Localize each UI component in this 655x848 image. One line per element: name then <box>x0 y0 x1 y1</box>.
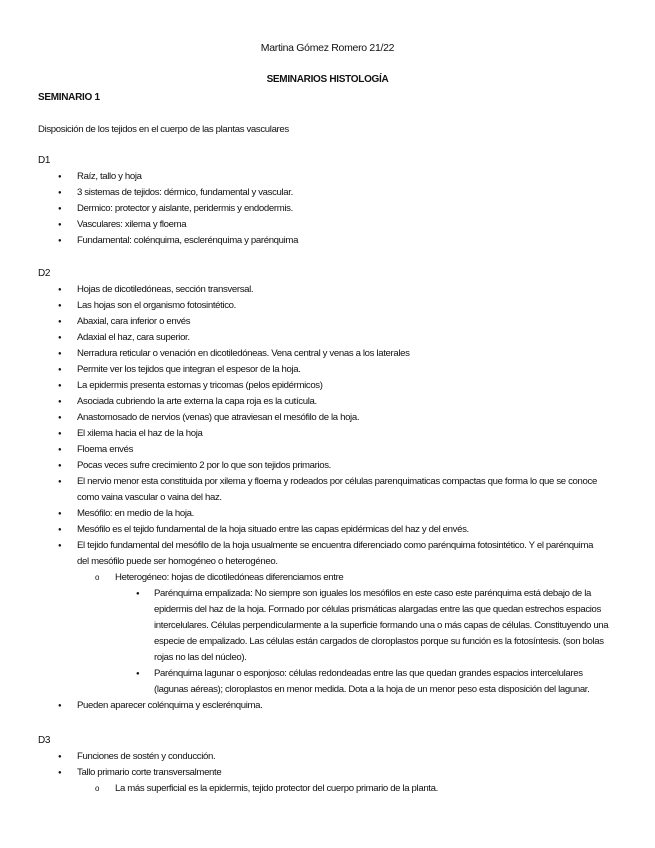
sub-sub-list-item: ● Parénquima lagunar o esponjoso: células redondeadas entre las que quedan grandes espacios intercelulares (lagunas aéreas); cloroplastos en menor medida. Dota a la hoja de un menor peso esta disposición del lagunar. <box>115 666 612 698</box>
section-label-d2: D2 <box>38 268 51 279</box>
section-label-d3: D3 <box>38 735 51 746</box>
list-item: ● Mesófilo es el tejido fundamental de la hoja situado entre las capas epidérmicas del haz y del envés. <box>0 522 597 538</box>
list-item: ● Fundamental: colénquima, esclerénquima y parénquima <box>0 233 597 249</box>
document-title: SEMINARIOS HISTOLOGÍA <box>266 74 389 85</box>
intro-text: Disposición de los tejidos en el cuerpo de las plantas vasculares <box>38 124 289 135</box>
list-item: ● Nerradura reticular o venación en dicotiledóneas. Vena central y venas a los laterales <box>0 346 597 362</box>
list-item: ● El nervio menor esta constituida por xilema y floema y rodeados por células parenquimaticas compactas que forma lo que se conoce como vaina vascular o vaina del haz. <box>0 474 597 506</box>
list-item: ● Raíz, tallo y hoja <box>0 169 597 185</box>
list-item-text: Tallo primario corte transversalmente <box>77 767 222 778</box>
list-item: ● Hojas de dicotiledóneas, sección transversal. <box>0 282 597 298</box>
sub-list-item-text: Heterogéneo: hojas de dicotiledóneas diferenciamos entre <box>115 572 344 583</box>
section-label-d1: D1 <box>38 155 51 166</box>
list-item: ● Permite ver los tejidos que integran el espesor de la hoja. <box>0 362 597 378</box>
seminar-heading: SEMINARIO 1 <box>38 92 100 103</box>
list-item: ● Asociada cubriendo la arte externa la capa roja es la cutícula. <box>0 394 597 410</box>
d3-list <box>0 749 597 797</box>
author-line: Martina Gómez Romero 21/22 <box>260 42 395 54</box>
list-item: ● Anastomosado de nervios (venas) que atraviesan el mesófilo de la hoja. <box>0 410 597 426</box>
list-item: ● La epidermis presenta estomas y tricomas (pelos epidérmicos) <box>0 378 597 394</box>
list-item: ● Floema envés <box>0 442 597 458</box>
list-item: ● Pueden aparecer colénquima y esclerénquima. <box>0 698 597 714</box>
list-item: ● Pocas veces sufre crecimiento 2 por lo que son tejidos primarios. <box>0 458 597 474</box>
d3-sublist <box>77 781 597 797</box>
d2-subsublist <box>115 586 609 698</box>
list-item: ● Adaxial el haz, cara superior. <box>0 330 597 346</box>
list-item: ● Vasculares: xilema y floema <box>0 217 597 233</box>
sub-sub-list-item: ● Parénquima empalizada: No siempre son iguales los mesófilos en este caso este parénquima está debajo de la epidermis del haz de la hoja. Formado por células prismáticas alargadas entre las que quedan estrechos espacios intercelulares. Células perpendicularmente a la superficie formando una o más capas de células. Constituyendo una especie de empalizado. Las células están cargados de cloroplastos porque su función es la fotosíntesis. (son bolas rojas no las del núcleo). <box>115 586 612 666</box>
list-item: ● Funciones de sostén y conducción. <box>0 749 597 765</box>
list-item-text: El tejido fundamental del mesófilo de la hoja usualmente se encuentra diferenciado como parénquima fotosintético. Y el parénquima del mesófilo puede ser homogéneo o heterogéneo. <box>77 540 594 567</box>
list-item: ● Abaxial, cara inferior o envés <box>0 314 597 330</box>
list-item: ● Dermico: protector y aislante, peridermis y endodermis. <box>0 201 597 217</box>
sub-list-item <box>77 570 609 698</box>
list-item: ● Mesófilo: en medio de la hoja. <box>0 506 597 522</box>
list-item: ● Las hojas son el organismo fotosintético. <box>0 298 597 314</box>
list-item: ● 3 sistemas de tejidos: dérmico, fundamental y vascular. <box>0 185 597 201</box>
d2-list <box>0 282 609 714</box>
sub-list-item: o La más superficial es la epidermis, tejido protector del cuerpo primario de la planta. <box>77 781 597 797</box>
list-item: ● El xilema hacia el haz de la hoja <box>0 426 597 442</box>
list-item <box>0 538 609 698</box>
list-item <box>0 765 597 797</box>
d2-sublist <box>77 570 609 698</box>
d1-list <box>0 169 597 249</box>
